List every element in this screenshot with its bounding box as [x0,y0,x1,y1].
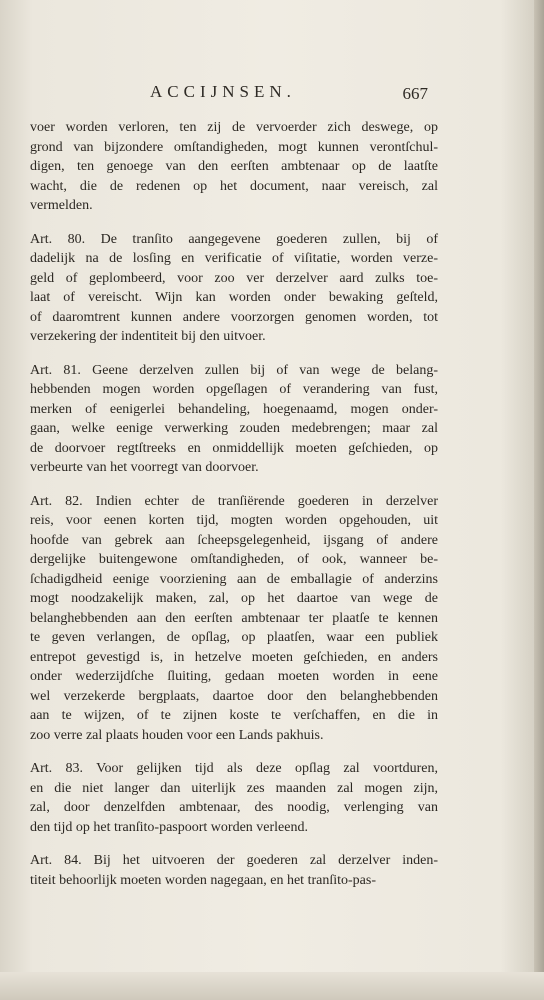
text-line: of daaromtrent kunnen andere voorzorgen genomen worden, tot [30,309,438,325]
text-line: gaan, welke eenige verwerking zouden medebrengen; maar zal [30,421,438,436]
text-line: Art. 81. Geene derzelven zullen bij of van wege de belang- [30,362,438,378]
text-line: verbeurte van het voorregt van doorvoer. [30,460,259,475]
text-line: laat of vereischt. Wijn kan worden onder bewaking geſteld, [30,290,438,305]
text-line: de doorvoer regtſtreeks en onmiddellijk moeten geſchieden, op [30,440,438,456]
text-line: geld of geplombeerd, voor zoo ver derzelver aard zulks toe- [30,270,438,286]
body-text [30,118,438,904]
text-line: voer worden verloren, ten zij de vervoerder zich deswege, op [30,120,438,135]
text-line: reis, voor eenen korten tijd, mogten worden opgehouden, uit [30,513,438,528]
text-line: titeit behoorlijk moeten worden nagegaan, en het tranſito-pas- [30,872,376,888]
text-line: hoofde van gebrek aan ſcheepsgelegenheid, ijsgang of andere [30,532,438,548]
text-line: digen, ten genoege van den eerſten ambtenaar op de laatſte [30,159,438,174]
paragraph [30,851,438,890]
page-number: 667 [402,84,428,103]
text-line: ſchadigdheid eenige voorziening aan de emballagie of anderzins [30,571,438,587]
text-line: onder wederzijdſche ſluiting, gedaan moeten worden in eene [30,669,438,684]
page-edge [534,0,544,1000]
running-title: ACCIJNSEN. [150,82,296,101]
text-line: merken of eenigerlei behandeling, hoegenaamd, mogen onder- [30,401,438,417]
text-line: aan te wijzen, of te zijnen koste te verſchaffen, en die in [30,708,438,723]
text-line: entrepot gevestigd is, in hetzelve moeten geſchieden, en anders [30,649,438,665]
text-line: zal, door denzelfden ambtenaar, des noodig, verlenging van [30,800,438,815]
text-line: den tijd op het tranſito-paspoort worden verleend. [30,819,308,835]
paragraph [30,118,438,216]
text-line: mogt noodzakelijk maken, zal, op het daartoe van wege de [30,591,438,606]
text-line: wel verzekerde bergplaats, daartoe door den belanghebbenden [30,688,438,704]
text-line: dergelijke buitengewone omſtandigheden, of ook, wanneer be- [30,552,438,567]
text-line: Art. 84. Bij het uitvoeren der goederen zal derzelver inden- [30,853,438,868]
text-line: Art. 82. Indien echter de tranſiërende goederen in derzelver [30,493,438,509]
text-line: en die niet langer dan uiterlijk zes maanden zal mogen zijn, [30,780,438,796]
text-line: grond van bijzondere omſtandigheden, mogt kunnen verontſchul- [30,139,438,155]
page-header [30,80,438,110]
text-line: Art. 80. De tranſito aangegevene goederen zullen, bij of [30,231,438,247]
text-line: wacht, die de redenen op het document, naar vereisch, zal [30,178,438,194]
paragraph [30,230,438,347]
text-line: dadelijk na de losſing en verificatie of viſitatie, worden verze- [30,251,438,266]
paragraph [30,759,438,837]
text-line: zoo verre zal plaats houden voor een Lands pakhuis. [30,727,324,743]
page-bottom-edge [0,972,544,1000]
text-line: hebbenden mogen worden opgeſlagen of verandering van fust, [30,382,438,397]
paragraph [30,361,438,478]
text-line: verzekering der indentiteit bij den uitvoer. [30,329,266,344]
paragraph [30,492,438,746]
text-line: belanghebbenden aan den eerſten ambtenaar ter plaatſe te kennen [30,610,438,626]
text-line: Art. 83. Voor gelijken tijd als deze opſlag zal voortduren, [30,761,438,776]
text-line: vermelden. [30,198,93,213]
text-line: te geven verlangen, de opſlag, op plaatſen, waar een publiek [30,630,438,645]
